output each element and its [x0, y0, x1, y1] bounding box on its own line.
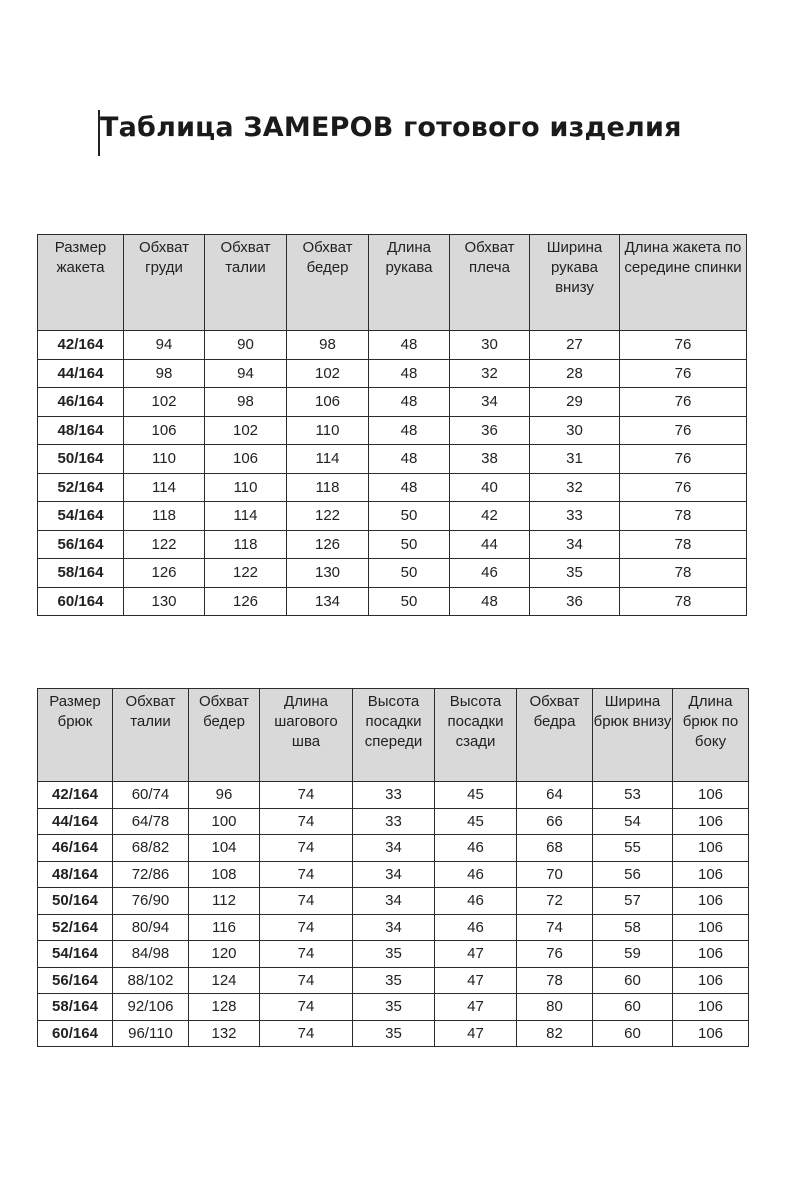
table-cell: 76 — [517, 941, 593, 968]
table-cell: 90 — [205, 331, 287, 360]
size-cell: 58/164 — [38, 994, 113, 1021]
size-cell: 48/164 — [38, 416, 124, 445]
table-cell: 64/78 — [113, 808, 189, 835]
table-cell: 60 — [593, 1020, 673, 1047]
size-cell: 54/164 — [38, 941, 113, 968]
table-row — [38, 914, 749, 941]
table-cell: 122 — [124, 530, 205, 559]
table-cell: 47 — [435, 967, 517, 994]
table-cell: 31 — [530, 445, 620, 474]
table-cell: 47 — [435, 1020, 517, 1047]
table-cell: 55 — [593, 835, 673, 862]
table-row — [38, 861, 749, 888]
table-cell: 74 — [517, 914, 593, 941]
table-cell: 76 — [620, 416, 747, 445]
table-cell: 120 — [189, 941, 260, 968]
table-row — [38, 835, 749, 862]
table-cell: 50 — [369, 559, 450, 588]
table-cell: 76 — [620, 388, 747, 417]
table-cell: 32 — [450, 359, 530, 388]
table-cell: 78 — [620, 559, 747, 588]
table-cell: 58 — [593, 914, 673, 941]
table-cell: 130 — [124, 587, 205, 616]
table-cell: 30 — [530, 416, 620, 445]
size-cell: 60/164 — [38, 587, 124, 616]
table-cell: 48 — [369, 359, 450, 388]
table-cell: 68 — [517, 835, 593, 862]
table-cell: 27 — [530, 331, 620, 360]
size-cell: 46/164 — [38, 388, 124, 417]
table-cell: 74 — [260, 861, 353, 888]
table-cell: 106 — [205, 445, 287, 474]
size-cell: 52/164 — [38, 473, 124, 502]
table-cell: 70 — [517, 861, 593, 888]
table-cell: 78 — [620, 530, 747, 559]
column-header: Размер жакета — [38, 235, 124, 331]
table-cell: 126 — [124, 559, 205, 588]
table-header-row — [38, 235, 747, 331]
table-cell: 106 — [287, 388, 369, 417]
table-cell: 94 — [205, 359, 287, 388]
table-cell: 106 — [673, 861, 749, 888]
table-cell: 33 — [530, 502, 620, 531]
table-cell: 34 — [530, 530, 620, 559]
table-cell: 74 — [260, 994, 353, 1021]
table-cell: 96 — [189, 782, 260, 809]
table-cell: 54 — [593, 808, 673, 835]
table-cell: 44 — [450, 530, 530, 559]
column-header: Обхват талии — [205, 235, 287, 331]
table-cell: 130 — [287, 559, 369, 588]
table-cell: 116 — [189, 914, 260, 941]
table-cell: 98 — [205, 388, 287, 417]
table-row — [38, 782, 749, 809]
table-cell: 132 — [189, 1020, 260, 1047]
table-cell: 122 — [205, 559, 287, 588]
table-cell: 47 — [435, 941, 517, 968]
size-cell: 56/164 — [38, 967, 113, 994]
table-cell: 112 — [189, 888, 260, 915]
column-header: Длина брюк по боку — [673, 689, 749, 782]
table-cell: 66 — [517, 808, 593, 835]
table-cell: 34 — [353, 914, 435, 941]
table-cell: 35 — [530, 559, 620, 588]
table-cell: 118 — [287, 473, 369, 502]
table-cell: 68/82 — [113, 835, 189, 862]
pants-measurements-table — [37, 688, 749, 1047]
column-header: Размер брюк — [38, 689, 113, 782]
table-cell: 56 — [593, 861, 673, 888]
table-cell: 35 — [353, 967, 435, 994]
table-cell: 34 — [353, 835, 435, 862]
table-cell: 106 — [673, 1020, 749, 1047]
table-cell: 74 — [260, 941, 353, 968]
table-cell: 32 — [530, 473, 620, 502]
table-cell: 78 — [517, 967, 593, 994]
table-cell: 126 — [205, 587, 287, 616]
table-row — [38, 994, 749, 1021]
table-cell: 64 — [517, 782, 593, 809]
table-cell: 74 — [260, 782, 353, 809]
size-cell: 54/164 — [38, 502, 124, 531]
table-cell: 28 — [530, 359, 620, 388]
table-cell: 100 — [189, 808, 260, 835]
table-row — [38, 331, 747, 360]
table-cell: 35 — [353, 994, 435, 1021]
column-header: Обхват груди — [124, 235, 205, 331]
table-cell: 98 — [124, 359, 205, 388]
column-header: Высота посадки сзади — [435, 689, 517, 782]
table-cell: 126 — [287, 530, 369, 559]
table-cell: 76 — [620, 445, 747, 474]
table-row — [38, 445, 747, 474]
table-row — [38, 416, 747, 445]
size-cell: 42/164 — [38, 331, 124, 360]
table-cell: 106 — [673, 888, 749, 915]
table-cell: 92/106 — [113, 994, 189, 1021]
table-row — [38, 502, 747, 531]
size-cell: 42/164 — [38, 782, 113, 809]
table-cell: 36 — [530, 587, 620, 616]
column-header: Длина рукава — [369, 235, 450, 331]
table-cell: 74 — [260, 967, 353, 994]
table-cell: 53 — [593, 782, 673, 809]
table-cell: 74 — [260, 1020, 353, 1047]
table-cell: 82 — [517, 1020, 593, 1047]
column-header: Длина шагового шва — [260, 689, 353, 782]
table-cell: 106 — [673, 808, 749, 835]
table-cell: 76 — [620, 359, 747, 388]
table-cell: 124 — [189, 967, 260, 994]
column-header: Обхват бедер — [287, 235, 369, 331]
table-cell: 96/110 — [113, 1020, 189, 1047]
column-header: Обхват бедра — [517, 689, 593, 782]
size-cell: 44/164 — [38, 359, 124, 388]
table-cell: 48 — [450, 587, 530, 616]
table-cell: 72 — [517, 888, 593, 915]
table-cell: 106 — [673, 835, 749, 862]
table-cell: 74 — [260, 835, 353, 862]
table-cell: 134 — [287, 587, 369, 616]
table-cell: 48 — [369, 331, 450, 360]
size-cell: 52/164 — [38, 914, 113, 941]
size-cell: 60/164 — [38, 1020, 113, 1047]
table-row — [38, 1020, 749, 1047]
table-header-row — [38, 689, 749, 782]
table-cell: 72/86 — [113, 861, 189, 888]
table-cell: 102 — [124, 388, 205, 417]
table-cell: 30 — [450, 331, 530, 360]
table-cell: 102 — [205, 416, 287, 445]
table-cell: 50 — [369, 587, 450, 616]
column-header: Ширина брюк внизу — [593, 689, 673, 782]
table-cell: 38 — [450, 445, 530, 474]
table-cell: 48 — [369, 388, 450, 417]
table-cell: 74 — [260, 888, 353, 915]
page-title: Таблица ЗАМЕРОВ готового изделия — [100, 112, 682, 143]
table-row — [38, 473, 747, 502]
table-cell: 35 — [353, 941, 435, 968]
table-cell: 45 — [435, 808, 517, 835]
table-cell: 106 — [673, 967, 749, 994]
table-cell: 78 — [620, 502, 747, 531]
size-cell: 50/164 — [38, 888, 113, 915]
table-cell: 46 — [435, 835, 517, 862]
column-header: Высота посадки спереди — [353, 689, 435, 782]
table-cell: 60 — [593, 967, 673, 994]
size-cell: 44/164 — [38, 808, 113, 835]
table-cell: 29 — [530, 388, 620, 417]
table-cell: 128 — [189, 994, 260, 1021]
table-cell: 98 — [287, 331, 369, 360]
table-row — [38, 559, 747, 588]
table-cell: 46 — [435, 914, 517, 941]
table-cell: 80 — [517, 994, 593, 1021]
table-row — [38, 808, 749, 835]
table-cell: 114 — [287, 445, 369, 474]
jacket-measurements-table — [37, 234, 747, 616]
table-cell: 47 — [435, 994, 517, 1021]
table-cell: 60 — [593, 994, 673, 1021]
table-cell: 114 — [124, 473, 205, 502]
table-cell: 74 — [260, 808, 353, 835]
table-cell: 76 — [620, 473, 747, 502]
table-cell: 48 — [369, 445, 450, 474]
table-cell: 40 — [450, 473, 530, 502]
table-cell: 76 — [620, 331, 747, 360]
table-cell: 84/98 — [113, 941, 189, 968]
table-cell: 110 — [124, 445, 205, 474]
table-cell: 50 — [369, 502, 450, 531]
size-cell: 58/164 — [38, 559, 124, 588]
table-cell: 46 — [435, 888, 517, 915]
table-cell: 110 — [205, 473, 287, 502]
table-cell: 34 — [450, 388, 530, 417]
table-cell: 35 — [353, 1020, 435, 1047]
table-cell: 118 — [124, 502, 205, 531]
size-cell: 48/164 — [38, 861, 113, 888]
table-cell: 106 — [124, 416, 205, 445]
table-row — [38, 530, 747, 559]
table-cell: 108 — [189, 861, 260, 888]
table-cell: 59 — [593, 941, 673, 968]
table-cell: 57 — [593, 888, 673, 915]
table-cell: 122 — [287, 502, 369, 531]
size-cell: 50/164 — [38, 445, 124, 474]
column-header: Обхват плеча — [450, 235, 530, 331]
column-header: Длина жакета по середине спинки — [620, 235, 747, 331]
table-cell: 33 — [353, 808, 435, 835]
size-cell: 46/164 — [38, 835, 113, 862]
table-cell: 106 — [673, 914, 749, 941]
table-cell: 106 — [673, 782, 749, 809]
table-cell: 114 — [205, 502, 287, 531]
table-row — [38, 888, 749, 915]
table-cell: 45 — [435, 782, 517, 809]
table-cell: 80/94 — [113, 914, 189, 941]
table-cell: 48 — [369, 473, 450, 502]
table-cell: 50 — [369, 530, 450, 559]
table-cell: 102 — [287, 359, 369, 388]
table-cell: 76/90 — [113, 888, 189, 915]
table-cell: 78 — [620, 587, 747, 616]
table-row — [38, 359, 747, 388]
table-cell: 46 — [450, 559, 530, 588]
table-row — [38, 941, 749, 968]
table-cell: 33 — [353, 782, 435, 809]
table-cell: 36 — [450, 416, 530, 445]
table-cell: 106 — [673, 994, 749, 1021]
table-cell: 104 — [189, 835, 260, 862]
column-header: Обхват бедер — [189, 689, 260, 782]
table-cell: 34 — [353, 861, 435, 888]
table-cell: 110 — [287, 416, 369, 445]
table-cell: 94 — [124, 331, 205, 360]
table-row — [38, 388, 747, 417]
table-cell: 48 — [369, 416, 450, 445]
table-row — [38, 587, 747, 616]
table-cell: 60/74 — [113, 782, 189, 809]
table-cell: 34 — [353, 888, 435, 915]
table-cell: 46 — [435, 861, 517, 888]
table-cell: 74 — [260, 914, 353, 941]
table-cell: 118 — [205, 530, 287, 559]
column-header: Обхват талии — [113, 689, 189, 782]
table-cell: 106 — [673, 941, 749, 968]
column-header: Ширина рукава внизу — [530, 235, 620, 331]
table-cell: 88/102 — [113, 967, 189, 994]
size-cell: 56/164 — [38, 530, 124, 559]
table-cell: 42 — [450, 502, 530, 531]
table-row — [38, 967, 749, 994]
